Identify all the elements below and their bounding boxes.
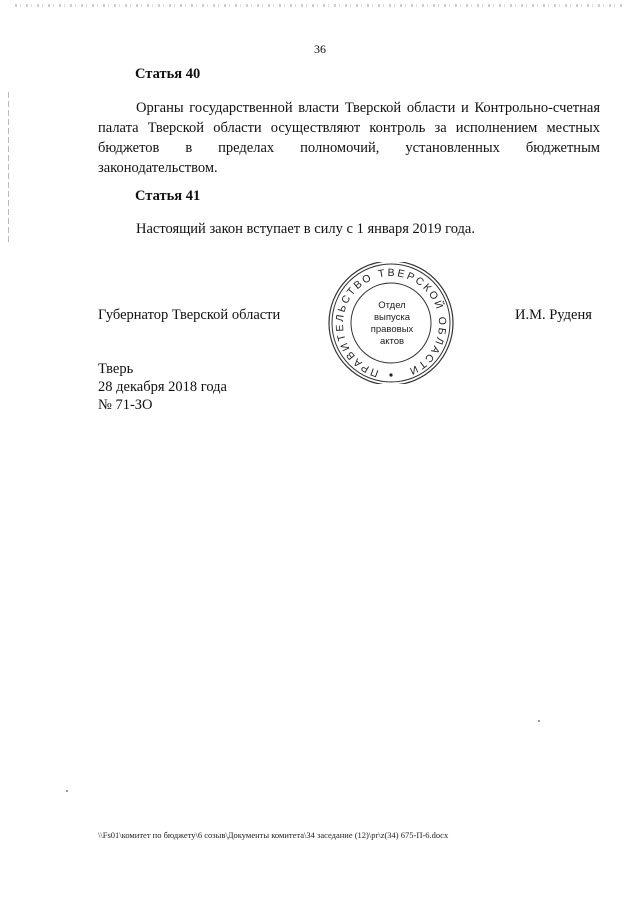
article-40-text: Органы государственной власти Тверской области и Контрольно-счетная палата Тверской области осуществляют контроль за исполнением местных бюджетов в пределах полномочий, установленных бюджетным законодательством. <box>98 100 600 176</box>
place: Тверь <box>98 361 134 377</box>
article-41-heading: Статья 41 <box>135 188 201 204</box>
scan-artifact-top <box>15 4 625 7</box>
scan-artifact-left <box>8 92 9 242</box>
law-number: № 71-ЗО <box>98 397 153 413</box>
stamp-line-1: Отдел <box>378 300 406 311</box>
scan-speck <box>66 790 68 792</box>
stamp-line-4: актов <box>379 336 405 347</box>
date: 28 декабря 2018 года <box>98 379 227 395</box>
page-number: 36 <box>314 42 326 56</box>
stamp-ring-text: ПРАВИТЕЛЬСТВО ТВЕРСКОЙ ОБЛАСТИ <box>333 266 449 380</box>
article-41-text: Настоящий закон вступает в силу с 1 января 2019 года. <box>136 221 475 237</box>
stamp-line-3: правовых <box>370 324 414 335</box>
signatory-position: Губернатор Тверской области <box>98 307 281 323</box>
stamp-center-text <box>364 300 420 348</box>
stamp-line-2: выпуска <box>373 312 411 323</box>
article-40-heading: Статья 40 <box>135 66 201 82</box>
footer-file-path: \\Fs01\комитет по бюджету\6 созыв\Документы комитета\34 заседание (12)\pr\z(34) 675-П-6.docx <box>98 830 449 840</box>
signatory-name: И.М. Руденя <box>515 307 592 323</box>
scan-speck <box>538 720 540 722</box>
